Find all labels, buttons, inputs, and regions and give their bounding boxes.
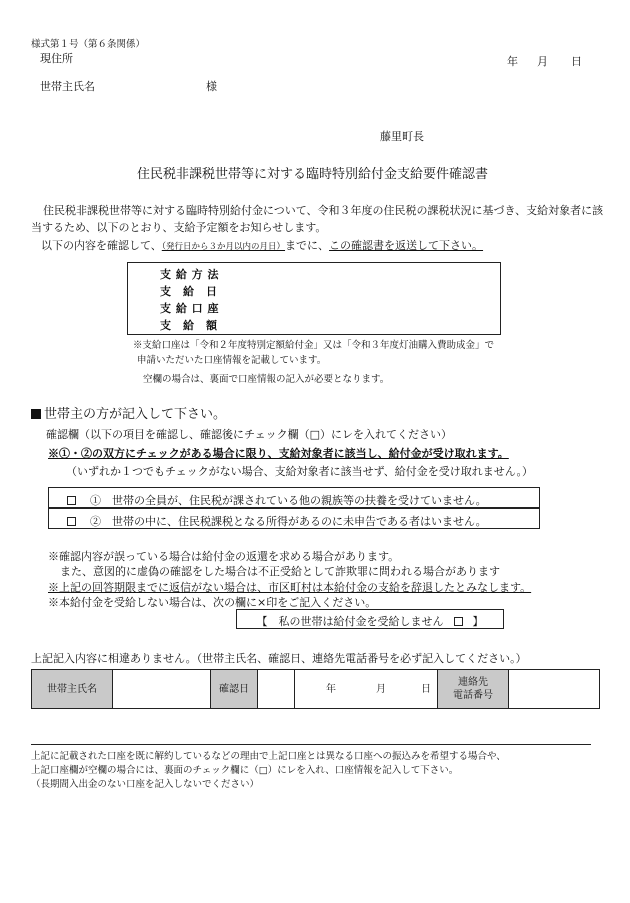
- date-day-label: 日: [571, 55, 582, 68]
- account-note-3: 空欄の場合は、裏面で口座情報の記入が必要となります。: [143, 374, 390, 385]
- check-item-2[interactable]: [48, 508, 540, 529]
- payment-method-label: 支 給 方 法: [160, 268, 219, 281]
- section-heading: [31, 403, 226, 422]
- footer-line-3: （長期間入出金のない口座を記入しないでください）: [31, 779, 260, 790]
- footer-line-2: 上記口座欄が空欄の場合には、裏面のチェック欄に（□）にレを入れ、口座情報を記入して下さい。: [31, 765, 459, 776]
- eligibility-note: （いずれか１つでもチェックがない場合、支給対象者に該当せず、給付金を受け取れません。）: [66, 465, 533, 478]
- check-item-1[interactable]: [48, 487, 540, 508]
- confirm-date-month[interactable]: 月: [376, 683, 386, 695]
- check-instruction: 確認欄（以下の項目を確認し、確認後にチェック欄（□）にレを入れてください）: [46, 428, 453, 441]
- phone-header-line2: 電話番号: [453, 690, 493, 701]
- refuse-label: 【 私の世帯は給付金を受給しません: [256, 615, 444, 628]
- check-item-2-label: ② 世帯の中に、住民税課税となる所得があるのに未申告である者はいません。: [90, 515, 487, 528]
- refuse-box[interactable]: [236, 609, 504, 629]
- address-label: 現住所: [40, 52, 73, 65]
- confirm-date-year[interactable]: 年: [326, 683, 336, 695]
- refuse-checkbox[interactable]: [454, 617, 463, 626]
- form-number: 様式第１号（第６条関係）: [31, 39, 146, 50]
- warning-deadline: ※上記の回答期限までに返信がない場合は、市区町村は本給付金の支給を辞退したとみなします。: [48, 581, 532, 594]
- householder-name-header: 世帯主氏名: [32, 670, 113, 708]
- checkbox-1[interactable]: [67, 496, 76, 505]
- eligibility-emphasis: ※①・②の双方にチェックがある場合に限り、支給対象者に該当し、給付金が受け取れます。: [48, 447, 509, 460]
- return-instruction-suffix: この確認書を返送して下さい。: [329, 239, 484, 252]
- document-title: 住民税非課税世帯等に対する臨時特別給付金支給要件確認書: [137, 167, 489, 182]
- confirm-date-era-field[interactable]: [258, 670, 295, 708]
- phone-header-line1: 連絡先: [458, 677, 488, 688]
- section-heading-text: 世帯主の方が記入して下さい。: [44, 407, 227, 422]
- footer-divider: [31, 744, 591, 745]
- payment-date-label: 支 給 日: [160, 285, 218, 298]
- phone-field[interactable]: [509, 670, 599, 708]
- confirmation-statement: 上記記入内容に相違ありません。（世帯主氏名、確認日、連絡先電話番号を必ず記入してください。）: [31, 652, 527, 665]
- payment-amount-label: 支 給 額: [160, 319, 218, 332]
- checkbox-2[interactable]: [67, 517, 76, 526]
- return-instruction-mid: までに、: [285, 239, 330, 252]
- payment-info-box: [127, 262, 501, 335]
- warning-fraud: また、意図的に虚偽の確認をした場合は不正受給として詐欺罪に問われる場合があります: [60, 565, 500, 578]
- householder-name-label: 世帯主氏名: [40, 80, 95, 93]
- confirmation-table: [31, 669, 600, 709]
- date-month-label: 月: [537, 55, 548, 68]
- return-instruction: [41, 237, 483, 253]
- return-deadline: （発行日から３か月以内の月日）: [161, 242, 286, 252]
- issuer: 藤里町長: [380, 130, 424, 143]
- square-bullet-icon: [31, 409, 41, 419]
- intro-paragraph: 住民税非課税世帯等に対する臨時特別給付金について、令和３年度の住民税の課税状況に基づき、支給対象者に該当するため、以下のとおり、支給予定額をお知らせします。: [31, 204, 604, 234]
- payment-account-label: 支 給 口 座: [160, 302, 219, 315]
- confirm-date-header: 確認日: [211, 670, 258, 708]
- householder-name-field[interactable]: [113, 670, 211, 708]
- refuse-bracket: 】: [472, 615, 484, 628]
- check-item-1-label: ① 世帯の全員が、住民税が課されている他の親族等の扶養を受けていません。: [90, 494, 487, 507]
- phone-header: [438, 670, 509, 708]
- account-note-1: ※支給口座は「令和２年度特別定額給付金」又は「令和３年度灯油購入費助成金」で: [133, 340, 495, 351]
- warning-refuse-instruction: ※本給付金を受給しない場合は、次の欄に×印をご記入ください。: [48, 596, 377, 609]
- account-note-2: 申請いただいた口座情報を記載しています。: [137, 355, 327, 366]
- date-year-label: 年: [507, 55, 518, 68]
- warning-refund: ※確認内容が誤っている場合は給付金の返還を求める場合があります。: [48, 550, 400, 563]
- return-instruction-prefix: 以下の内容を確認して、: [41, 239, 162, 252]
- honorific: 様: [206, 80, 217, 93]
- footer-line-1: 上記に記載された口座を既に解約しているなどの理由で上記口座とは異なる口座への振込みを希望する場合や、: [31, 751, 506, 762]
- confirm-date-day[interactable]: 日: [392, 670, 438, 708]
